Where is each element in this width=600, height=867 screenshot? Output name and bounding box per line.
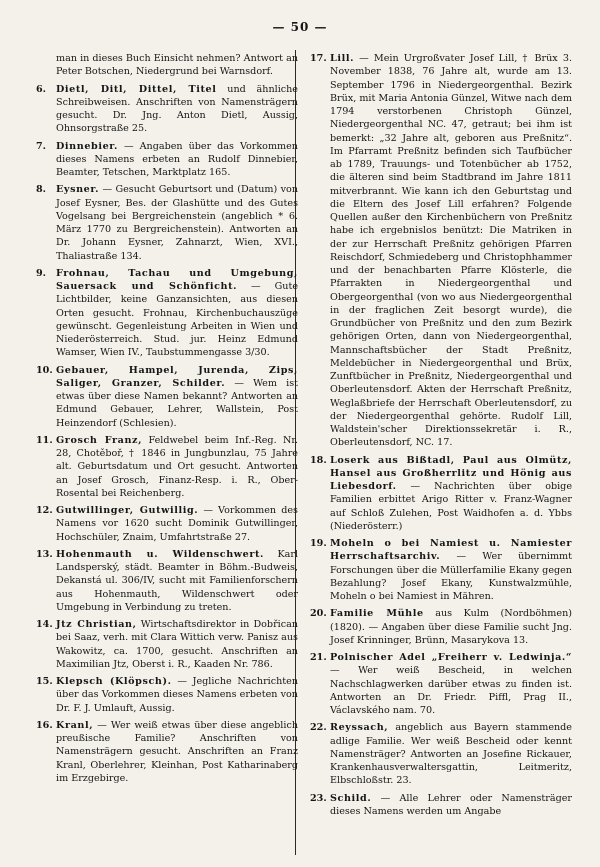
entry (36, 83, 298, 136)
entry-heading: Polnischer Adel „Freiherr v. Ledwinja.“ (330, 652, 572, 663)
entry-number: 18. (310, 454, 327, 466)
entry-heading: Reyssach, (330, 722, 389, 734)
entry-number: 8. (36, 184, 47, 196)
entry-heading: Grosch Franz, (56, 434, 143, 446)
entry-text: — Wer weiß etwas über diese angeblich preußische Familie? Anschriften von Namensträgern gesucht. Anschriften an Franz Kranl, Oberlehrer, Kleinhan, Post Katharinaberg im Erzgebirge. (56, 719, 298, 784)
entry-heading: Jtz Christian, (56, 619, 137, 630)
entry-heading: Schild. (330, 792, 372, 804)
entry-number: 22. (310, 722, 327, 734)
entry (36, 719, 298, 785)
entry (36, 618, 298, 671)
entry-heading: Gebauer, Hampel, Jurenda, Zips, Saliger, Granzer, Schilder. (56, 364, 298, 389)
page-number: — 50 — (272, 20, 328, 34)
entry (310, 607, 572, 647)
entry (36, 434, 298, 500)
entry-number: 15. (36, 676, 53, 687)
entry-text: und ähnliche Schreibweisen. Anschriften von Namensträgern gesucht. Dr. Jng. Anton Dietl, Aussig, Ohnsorgstraße 25. (56, 83, 298, 135)
entry-heading: Familie Mühle (330, 608, 424, 620)
entry-text: — Alle Lehrer oder Namensträger dieses Namens werden um Angabe (330, 792, 572, 817)
entry-heading: Dinnebier. (56, 140, 118, 152)
entry-number: 9. (36, 267, 47, 279)
entry (36, 183, 298, 263)
entry-text: Feldwebel beim Inf.-Reg. Nr. 28, Chotěboř, † 1846 in Jungbunzlau, 75 Jahre alt. Geburtsdatum und Ort gesucht. Antworten an Josef Grosch, Finanz-Resp. i. R., Ober-Rosental bei Reichenberg. (56, 434, 298, 499)
entry-number: 10. (36, 364, 53, 376)
entry-number: 21. (310, 652, 327, 663)
entry-heading: Kranl, (56, 719, 94, 731)
entry (36, 364, 298, 430)
entry (310, 792, 572, 819)
entry-heading: Dietl, Ditl, Dittel, Titel (56, 83, 217, 95)
entry-heading: Gutwillinger, Gutwillig. (56, 505, 199, 516)
entry (310, 721, 572, 787)
entry (36, 548, 298, 614)
entry (310, 52, 572, 450)
entry-heading: Eysner. (56, 184, 100, 196)
entry-number: 12. (36, 505, 53, 516)
entry-number: 17. (310, 53, 327, 64)
entry-text: — Angaben über das Vorkommen dieses Namens erbeten an Rudolf Dinnebier, Beamter, Tetschen, Marktplatz 165. (56, 140, 298, 178)
entry-number: 6. (36, 83, 47, 95)
entry-text: — Gesucht Geburtsort und (Datum) von Josef Eysner, Bes. der Glashütte und des Gutes Vogelsang bei Bergreichenstein (angeblich * 6. März 1770 zu Bergreichenstein). Antworten an Dr. Johann Eysner, Zahnarzt, Wien, XVI., Thaliastraße 134. (56, 184, 298, 262)
entry-text: — Wer übernimmt Forschungen über die Müllerfamilie Ekany gegen Bezahlung? Josef Ekany, Kunstwalzmühle, Moheln o bei Namiest in Mähren. (330, 551, 572, 602)
entry (36, 504, 298, 544)
entry-text: Wirtschaftsdirektor in Dobřican bei Saaz, verh. mit Clara Wittich verw. Panisz aus Wakowitz, ca. 1700, gesucht. Anschriften an Maximilian Jtz, Oberst i. R., Kaaden Nr. 786. (56, 619, 298, 670)
entry-number: 23. (310, 792, 327, 804)
entry-number: 16. (36, 719, 53, 731)
entry-text: — Jegliche Nachrichten über das Vorkommen dieses Namens erbeten von Dr. F. J. Umlauft, Aussig. (56, 676, 298, 714)
entry-number: 20. (310, 608, 327, 620)
entry-number: 11. (36, 434, 53, 446)
entry-text: — Vorkommen des Namens vor 1620 sucht Dominik Gutwillinger, Hochschüler, Znaim, Umfahrtstraße 27. (56, 505, 298, 543)
entry-number: 14. (36, 619, 53, 630)
entry-heading: Hohenmauth u. Wildenschwert. (56, 548, 264, 560)
entry-heading: Klepsch (Klöpsch). (56, 676, 172, 687)
entry-heading: Loserk aus Bißtadl, Paul aus Olmütz, Hansel aus Großherrlitz und Hönig aus Liebesdorf. (330, 454, 572, 492)
entry (36, 267, 298, 360)
left-column (36, 52, 298, 789)
entry-number: 13. (36, 548, 53, 560)
entry-number: 19. (310, 538, 327, 549)
entry-text: angeblich aus Bayern stammende adlige Familie. Wer weiß Bescheid oder kennt Namensträger? Antworten an Josefine Rickauer, Krankenhausverwaltersgattin, Leitmeritz, Elbschloßstr. 23. (330, 722, 572, 787)
entry (310, 651, 572, 717)
entry (36, 140, 298, 180)
entry-text: — Nachrichten über obige Familien erbittet Arigo Ritter v. Franz-Wagner auf Schloß Zulehen, Post Waidhofen a. d. Ybbs (Niederösterr.) (330, 481, 572, 532)
entry-text: — Mein Urgroßvater Josef Lill, † Brüx 3. November 1838, 76 Jahre alt, wurde am 13. September 1796 in Niedergeorgenthal. Bezirk Brüx, mit Maria Antonia Günzel, Witwe nach dem 1794 verstorbenen Christoph Günzel, Niedergeorgenthal NC. 47, getraut; bei ihm ist bemerkt: „32 Jahre alt, geboren aus Preßnitz“. Im Pfarramt Preßnitz befinden sich Taufbücher ab 1789, Trauungs- und Totenbücher ab 1752, die älteren sind beim Stadtbrand im Jahre 1811 mitverbrannt. Wie kann ich den Geburtstag und die Eltern des Josef Lill erfahren? Folgende Quellen außer den Kirchenbüchern von Preßnitz habe ich ergebnislos benützt: Die Matriken in der zur Herrschaft Preßnitz gehörigen Pfarren Reischdorf, Schmiedeberg und Christophhammer und der benachbarten Pfarre Klösterle, die Pfarrakten in Niedergeorgenthal und Obergeorgenthal (von wo aus Niedergeorgenthal in der fraglichen Zeit besorgt wurde), die Grundbücher von Preßnitz und den zum Bezirk gehörigen Orten, dann von Niedergeorgenthal, Mannschaftsbücher der Stadt Preßnitz, Meldebücher in Niedergeorgenthal und Brüx, Zunftbücher in Preßnitz, Niedergeorgenthal und Oberleutensdorf. Akten der Herrschaft Preßnitz, Weglaßbriefe der Herrschaft Oberleutensdorf, zu der Niedergeorgenthal gehörte. Rudolf Lill, Waldstein'scher Direktionssekretär i. R., Oberleutensdorf, NC. 17. (330, 53, 573, 449)
entry-text: — Gute Lichtbilder, keine Ganzansichten, aus diesen Orten gesucht. Frohnau, Kirchenbuchauszüge gewünscht. Gegenleistung Arbeiten in Wien und Niederösterreich. Stud. jur. Heinz Edmund Wamser, Wien IV., Taubstummengasse 3/30. (56, 281, 298, 359)
entry-text: — Wem ist etwas über diese Namen bekannt? Antworten an Edmund Gebauer, Lehrer, Wallstein, Post Heinzendorf (Schlesien). (56, 377, 298, 429)
entry (36, 675, 298, 715)
entry-text: aus Kulm (Nordböhmen) (1820). — Angaben über diese Familie sucht Jng. Josef Krinninger, Brünn, Masarykova 13. (330, 608, 572, 646)
continuation-text: man in dieses Buch Einsicht nehmen? Antwort an Peter Botschen, Niedergrund bei Warnsdorf. (56, 53, 298, 78)
entry-number: 7. (36, 140, 47, 152)
entry (310, 454, 572, 534)
entry-heading: Frohnau, Tachau und Umgebung, Sauersack und Schönficht. (56, 267, 298, 292)
entry-heading: Moheln o bei Namiest u. Namiester Herrschaftsarchiv. (330, 538, 572, 563)
entry-heading: Lill. (330, 53, 355, 64)
right-column (310, 52, 572, 822)
entry-text: — Wer weiß Bescheid, in welchen Nachschlagwerken darüber etwas zu finden ist. Antworten an Dr. Friedr. Piffl, Prag II., Václavského nam. 70. (330, 665, 572, 716)
entry (310, 537, 572, 603)
entry-text: Karl Landsperský, städt. Beamter in Böhm.-Budweis, Dekanstá ul. 306/IV, sucht mit Familienforschern aus Hohenmauth, Wildenschwert oder Umgebung in Verbindung zu treten. (56, 548, 298, 613)
